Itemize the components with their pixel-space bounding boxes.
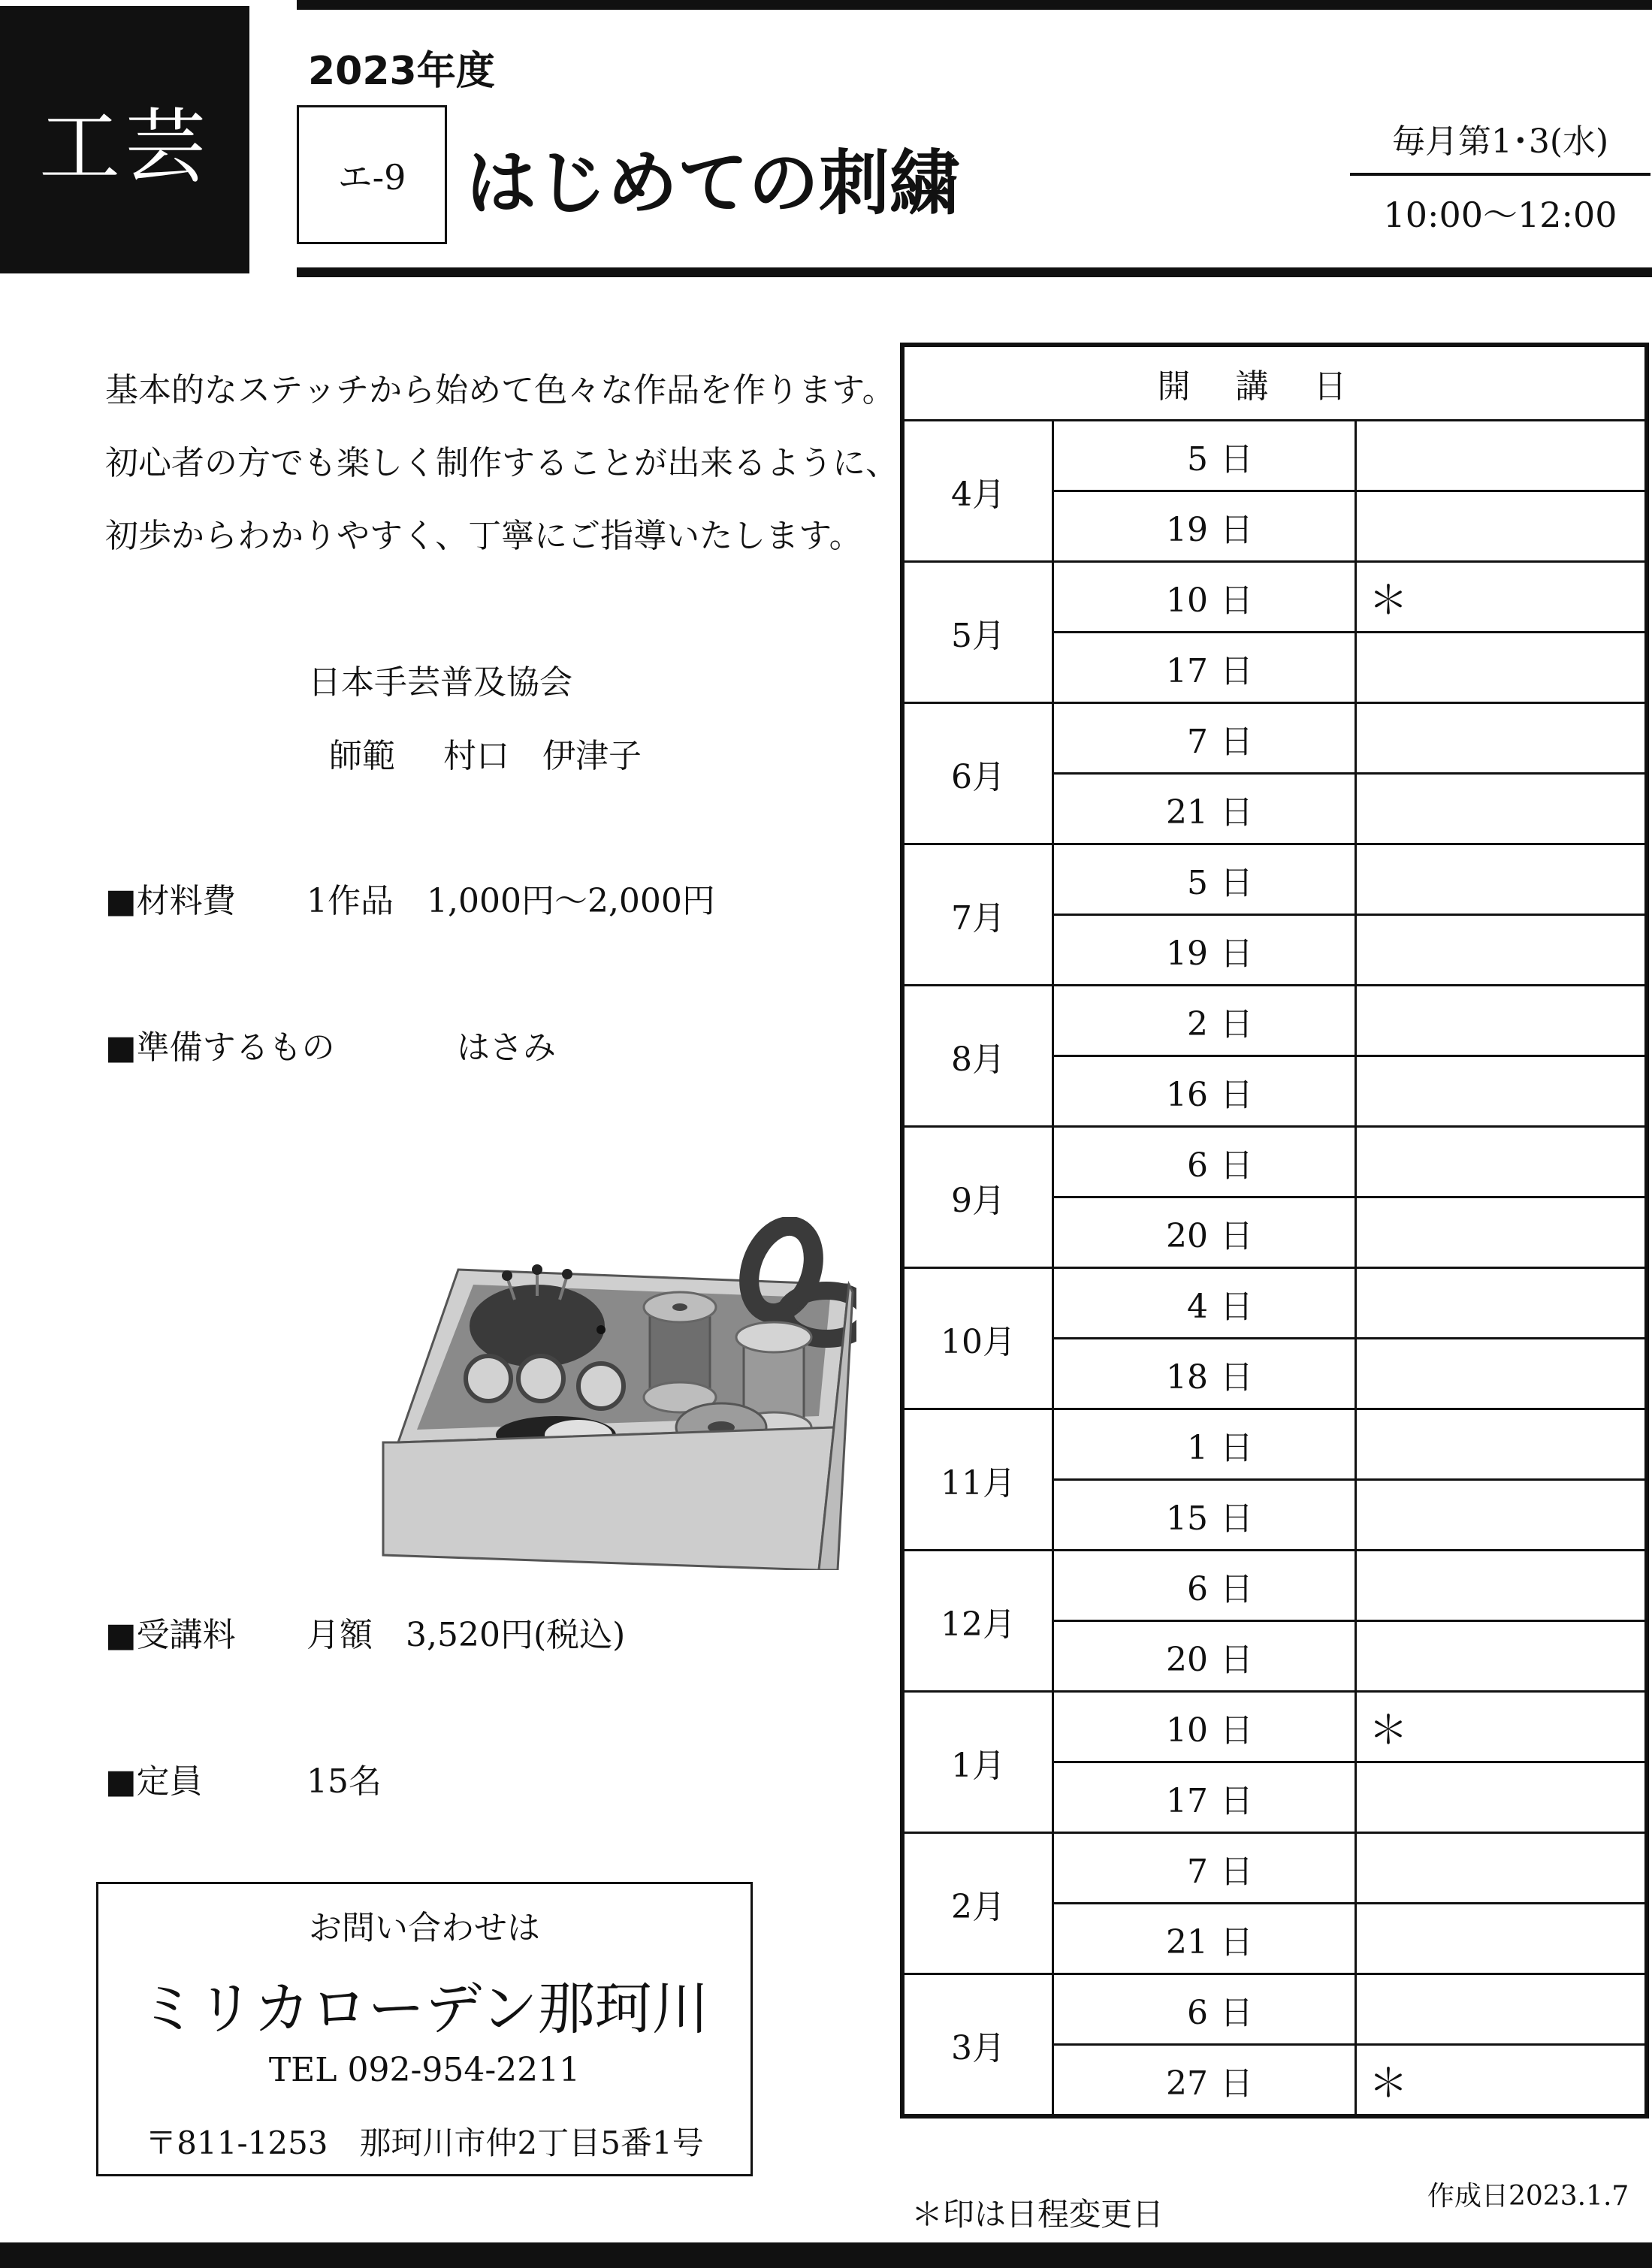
day-unit: 日 <box>1220 1357 1253 1397</box>
day-unit: 日 <box>1220 1004 1253 1043</box>
schedule-days: 毎月第1･3(水) <box>1391 122 1609 161</box>
day-number: 7 <box>1187 1852 1208 1891</box>
day-unit: 日 <box>1220 439 1253 479</box>
sewing-box-illustration <box>376 1217 856 1570</box>
change-mark-cell <box>1356 1409 1647 1480</box>
day-number: 7 <box>1187 722 1208 761</box>
day-cell <box>1053 1339 1356 1409</box>
description-line: 初心者の方でも楽しく制作することが出来るように、 <box>105 444 898 482</box>
day-cell <box>1053 703 1356 774</box>
day-cell <box>1053 1621 1356 1692</box>
contact-lead: お問い合わせは <box>309 1909 540 1947</box>
month-cell: 5月 <box>902 562 1053 703</box>
schedule-row <box>902 844 1647 915</box>
fee-value: 月額 3,520円(税込) <box>307 1616 626 1654</box>
day-cell <box>1053 421 1356 491</box>
day-cell <box>1053 844 1356 915</box>
contact-address: 〒811-1253 那珂川市仲2丁目5番1号 <box>145 2125 704 2161</box>
month-cell: 10月 <box>902 1268 1053 1409</box>
day-number: 5 <box>1187 439 1208 479</box>
day-cell <box>1053 1056 1356 1127</box>
day-unit: 日 <box>1220 1852 1253 1891</box>
description-line: 初歩からわかりやすく、丁寧にご指導いたします。 <box>105 517 862 555</box>
schedule-row <box>902 1409 1647 1480</box>
day-unit: 日 <box>1220 1781 1253 1820</box>
change-mark-cell <box>1356 1904 1647 1974</box>
instructor-name: 村口 伊津子 <box>443 737 642 775</box>
day-unit: 日 <box>1220 1428 1253 1467</box>
day-number: 17 <box>1166 651 1208 690</box>
day-number: 16 <box>1166 1075 1208 1114</box>
change-mark-cell <box>1356 1833 1647 1904</box>
day-unit: 日 <box>1220 1569 1253 1608</box>
day-number: 10 <box>1166 1711 1208 1750</box>
change-mark-cell <box>1356 774 1647 844</box>
day-number: 1 <box>1187 1428 1208 1467</box>
day-number: 6 <box>1187 1993 1208 2032</box>
day-number: 10 <box>1166 581 1208 620</box>
day-unit: 日 <box>1220 1711 1253 1750</box>
change-mark-cell <box>1356 1197 1647 1268</box>
schedule-divider <box>1350 173 1650 176</box>
day-unit: 日 <box>1220 1075 1253 1114</box>
capacity-value: 15名 <box>307 1762 382 1801</box>
change-mark-cell <box>1356 421 1647 491</box>
materials-value: 1作品 1,000円～2,000円 <box>307 882 715 920</box>
schedule-row <box>902 986 1647 1056</box>
schedule-row <box>902 1974 1647 2045</box>
schedule-row <box>902 1127 1647 1197</box>
day-unit: 日 <box>1220 510 1253 549</box>
day-cell <box>1053 774 1356 844</box>
day-cell <box>1053 1480 1356 1551</box>
instructor-role: 師範 <box>329 737 395 775</box>
capacity-label: ■定員 <box>105 1762 203 1801</box>
schedule-row <box>902 1833 1647 1904</box>
day-number: 19 <box>1166 934 1208 973</box>
header-bottom-rule <box>297 267 1652 277</box>
month-cell: 6月 <box>902 703 1053 844</box>
schedule-row <box>902 562 1647 633</box>
day-cell <box>1053 1833 1356 1904</box>
day-unit: 日 <box>1220 934 1253 973</box>
day-unit: 日 <box>1220 651 1253 690</box>
created-date: 作成日2023.1.7 <box>1427 2181 1629 2212</box>
day-unit: 日 <box>1220 1993 1253 2032</box>
month-cell: 1月 <box>902 1692 1053 1833</box>
prepare-value: はさみ <box>457 1028 556 1067</box>
day-cell <box>1053 1127 1356 1197</box>
fiscal-year: 2023年度 <box>308 49 495 94</box>
day-cell <box>1053 1692 1356 1762</box>
change-mark-cell <box>1356 1621 1647 1692</box>
day-cell <box>1053 562 1356 633</box>
schedule-row <box>902 1268 1647 1339</box>
header-top-rule <box>297 0 1652 10</box>
day-number: 21 <box>1166 793 1208 832</box>
month-cell: 11月 <box>902 1409 1053 1551</box>
change-mark-cell <box>1356 1551 1647 1621</box>
change-mark-cell <box>1356 1127 1647 1197</box>
day-cell <box>1053 2045 1356 2117</box>
schedule-row <box>902 1551 1647 1621</box>
day-cell <box>1053 491 1356 562</box>
change-mark-cell <box>1356 915 1647 986</box>
day-unit: 日 <box>1220 1146 1253 1185</box>
fee-label: ■受講料 <box>105 1616 236 1654</box>
day-number: 21 <box>1166 1922 1208 1961</box>
change-mark-cell <box>1356 986 1647 1056</box>
day-unit: 日 <box>1220 1499 1253 1538</box>
contact-box <box>96 1882 753 2176</box>
materials-label: ■材料費 <box>105 882 236 920</box>
day-number: 20 <box>1166 1216 1208 1255</box>
day-cell <box>1053 915 1356 986</box>
day-cell <box>1053 1409 1356 1480</box>
day-unit: 日 <box>1220 1287 1253 1326</box>
category-badge: 工芸 <box>0 6 249 273</box>
day-cell <box>1053 986 1356 1056</box>
change-mark-cell <box>1356 844 1647 915</box>
change-mark-cell <box>1356 1339 1647 1409</box>
course-title: はじめての刺繍 <box>466 143 961 225</box>
day-cell <box>1053 1551 1356 1621</box>
day-number: 27 <box>1166 2064 1208 2103</box>
day-number: 20 <box>1166 1640 1208 1679</box>
day-cell <box>1053 1904 1356 1974</box>
day-unit: 日 <box>1220 1216 1253 1255</box>
day-cell <box>1053 1762 1356 1833</box>
day-number: 5 <box>1187 863 1208 902</box>
day-number: 2 <box>1187 1004 1208 1043</box>
schedule-table <box>900 343 1649 2119</box>
month-cell: 12月 <box>902 1551 1053 1692</box>
course-code: エ-9 <box>297 105 447 244</box>
table-header: 開講日 <box>902 345 1647 421</box>
change-mark-cell <box>1356 1480 1647 1551</box>
day-unit: 日 <box>1220 2064 1253 2103</box>
day-cell <box>1053 1197 1356 1268</box>
change-mark-cell <box>1356 1056 1647 1127</box>
day-number: 19 <box>1166 510 1208 549</box>
day-cell <box>1053 1268 1356 1339</box>
day-unit: 日 <box>1220 1922 1253 1961</box>
contact-phone[interactable]: TEL 092-954-2211 <box>268 2051 581 2089</box>
day-number: 4 <box>1187 1287 1208 1326</box>
change-mark-cell <box>1356 1762 1647 1833</box>
schedule-time: 10:00～12:00 <box>1383 195 1617 235</box>
change-mark-cell <box>1356 1974 1647 2045</box>
day-cell <box>1053 633 1356 703</box>
footer-bar <box>0 2242 1652 2268</box>
day-number: 18 <box>1166 1357 1208 1397</box>
change-mark-cell <box>1356 703 1647 774</box>
change-mark-cell <box>1356 633 1647 703</box>
month-cell: 9月 <box>902 1127 1053 1268</box>
schedule-row <box>902 703 1647 774</box>
change-mark-cell: ＊ <box>1356 562 1647 633</box>
month-cell: 2月 <box>902 1833 1053 1974</box>
day-number: 6 <box>1187 1569 1208 1608</box>
day-unit: 日 <box>1220 793 1253 832</box>
legend-note: ＊印は日程変更日 <box>911 2196 1164 2233</box>
contact-venue-name: ミリカローデン那珂川 <box>140 1975 709 2042</box>
change-mark-cell <box>1356 491 1647 562</box>
day-number: 17 <box>1166 1781 1208 1820</box>
day-number: 6 <box>1187 1146 1208 1185</box>
day-unit: 日 <box>1220 1640 1253 1679</box>
description-line: 基本的なステッチから始めて色々な作品を作ります。 <box>105 371 895 409</box>
month-cell: 7月 <box>902 844 1053 986</box>
prepare-label: ■準備するもの <box>105 1028 335 1067</box>
day-unit: 日 <box>1220 722 1253 761</box>
month-cell: 8月 <box>902 986 1053 1127</box>
instructor-association: 日本手芸普及協会 <box>308 663 572 702</box>
change-mark-cell <box>1356 1268 1647 1339</box>
schedule-row <box>902 1692 1647 1762</box>
change-mark-cell: ＊ <box>1356 1692 1647 1762</box>
day-number: 15 <box>1166 1499 1208 1538</box>
month-cell: 3月 <box>902 1974 1053 2117</box>
month-cell: 4月 <box>902 421 1053 562</box>
day-unit: 日 <box>1220 863 1253 902</box>
schedule-row <box>902 421 1647 491</box>
day-unit: 日 <box>1220 581 1253 620</box>
day-cell <box>1053 1974 1356 2045</box>
change-mark-cell: ＊ <box>1356 2045 1647 2117</box>
